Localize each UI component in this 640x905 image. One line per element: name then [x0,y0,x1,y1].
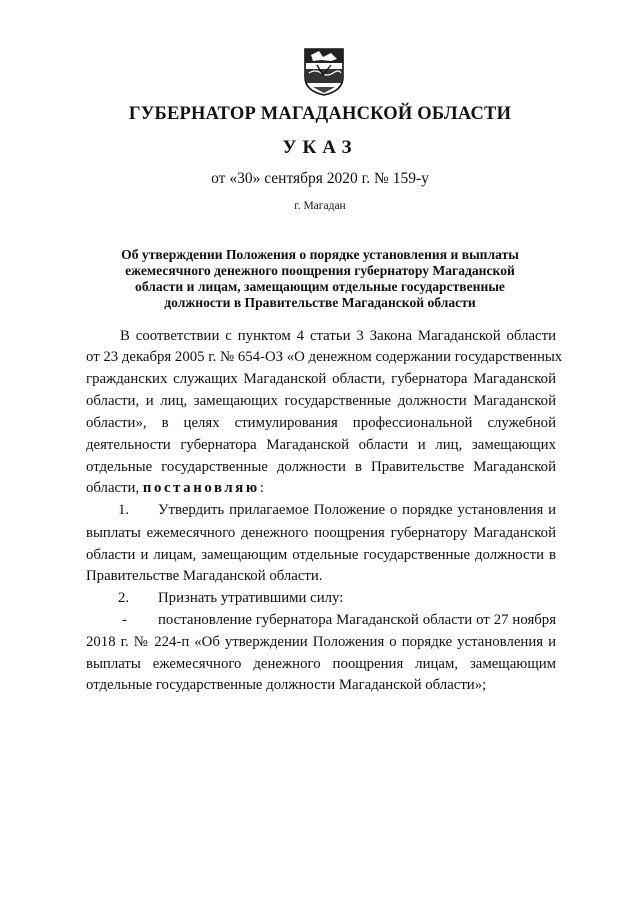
decree-city: г. Магадан [294,200,346,212]
item-number: 1. [118,502,130,518]
item-dash: - [122,612,127,628]
authority-title: ГУБЕРНАТОР МАГАДАНСКОЙ ОБЛАСТИ [128,104,512,124]
decree-suffix: : [259,480,264,496]
document-type: УКАЗ [282,137,358,158]
item-first-line: Признать утратившими силу: [158,590,344,606]
preamble-line: В соответствии с пунктом 4 статьи 3 Закона Магаданской области [120,328,556,344]
preamble-line: от 23 декабря 2005 г. № 654-ОЗ «О денежном содержании государственных [86,349,563,365]
item-line: выплаты ежемесячного денежного поощрения лицам, замещающим [86,656,556,672]
preamble-line: деятельности губернатора Магаданской области и лиц, замещающих [86,437,556,453]
preamble-line: области, и лиц, замещающих государственные должности Магаданской [86,393,556,409]
subject-line: должности в Правительстве Магаданской области [164,295,476,310]
item-number: 2. [118,590,130,606]
decree-word: постановляю [142,480,260,496]
list-item [86,612,556,632]
item-line: 2018 г. № 224-п «Об утверждении Положения о порядке установления и [86,634,556,650]
subject-line: Об утверждении Положения о порядке установления и выплаты [121,247,519,262]
decree-subject [100,247,540,311]
item-first-line: Утвердить прилагаемое Положение о порядке установления и [158,502,556,518]
item-line: выплаты ежемесячного денежного поощрения губернатору Магаданской [86,525,556,541]
decree-date-number: от «30» сентября 2020 г. № 159-у [211,170,429,187]
decree-line [86,480,556,500]
item-line: Правительстве Магаданской области. [86,568,323,584]
item-first-line: постановление губернатора Магаданской области от 27 ноября [158,612,556,628]
item-line: области и лицам, замещающим отдельные государственные должности в [86,547,556,563]
subject-line: ежемесячного денежного поощрения губернатору Магаданской [125,263,515,278]
item-line: отдельные государственные должности Магаданской области»; [86,677,487,693]
preamble-line: гражданских служащих Магаданской области, губернатора Магаданской [86,371,556,387]
magadan-coat-of-arms-icon [301,45,347,97]
preamble-line: области», в целях стимулирования профессиональной служебной [86,415,556,431]
preamble-line: отдельные государственные должности в Правительстве Магаданской [86,459,556,475]
list-item [86,502,556,522]
list-item [86,590,556,610]
decree-prefix: области, [86,480,143,496]
subject-line: области и лицам, замещающим отдельные государственные [135,279,505,294]
